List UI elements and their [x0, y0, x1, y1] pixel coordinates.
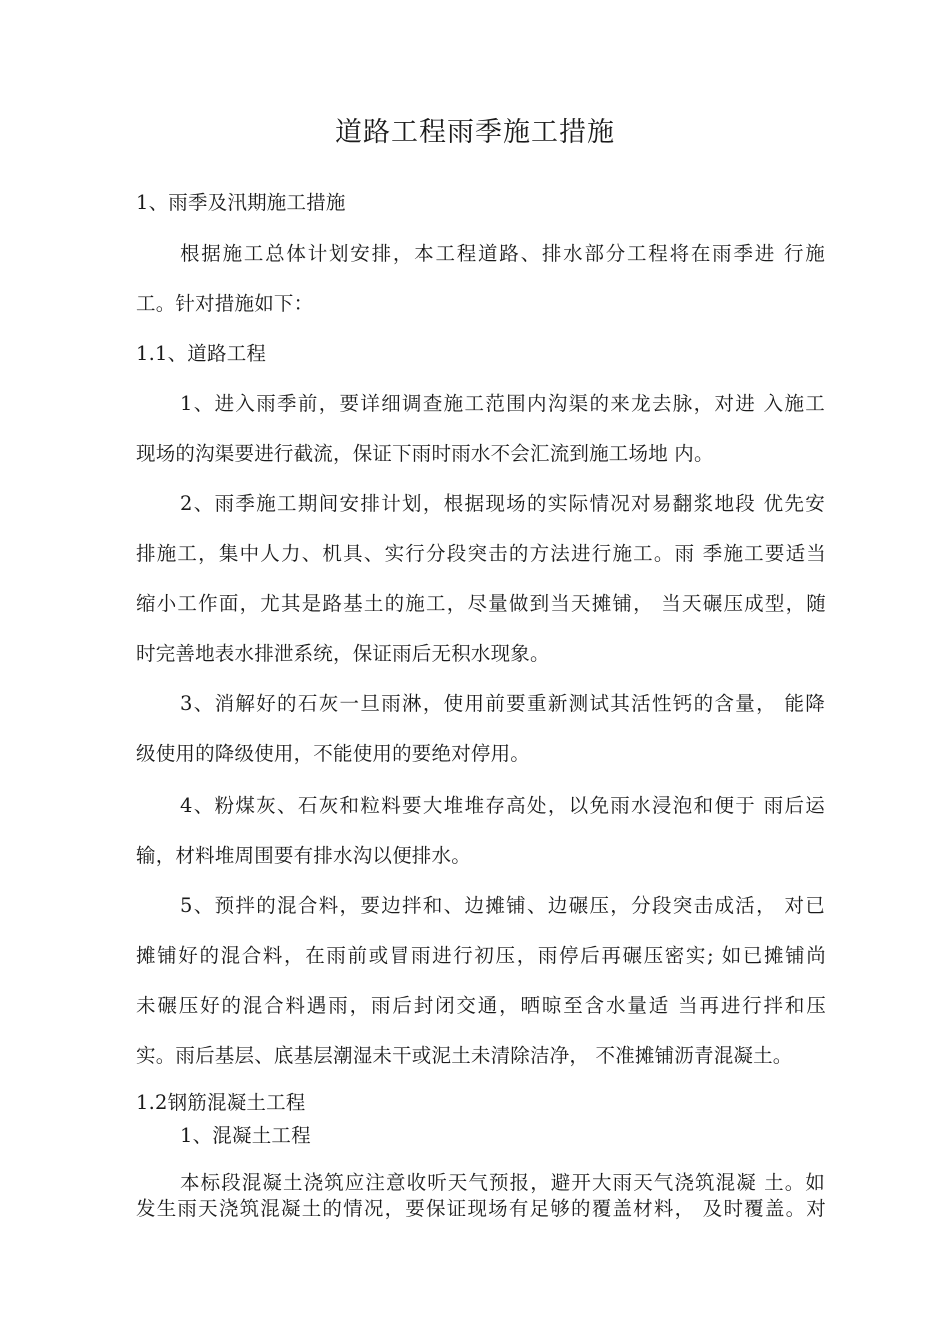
paragraph-line: 发生雨天浇筑混凝土的情况，要保证现场有足够的覆盖材料， 及时覆盖。对 — [136, 1197, 826, 1220]
paragraph-line: 排施工，集中人力、机具、实行分段突击的方法进行施工。雨 季施工要适当 — [136, 542, 826, 565]
paragraph-line: 根据施工总体计划安排，本工程道路、排水部分工程将在雨季进 行施 — [180, 242, 825, 265]
paragraph-line: 未碾压好的混合料遇雨，雨后封闭交通，晒晾至含水量适 当再进行拌和压 — [136, 994, 826, 1017]
paragraph-line: 3、消解好的石灰一旦雨淋，使用前要重新测试其活性钙的含量， 能降 — [180, 692, 825, 715]
paragraph-line: 缩小工作面，尤其是路基土的施工，尽量做到当天摊铺， 当天碾压成型，随 — [136, 592, 826, 615]
paragraph-line: 输，材料堆周围要有排水沟以便排水。 — [136, 844, 471, 867]
paragraph-line: 工。针对措施如下： — [136, 292, 314, 315]
paragraph-line: 摊铺好的混合料，在雨前或冒雨进行初压，雨停后再碾压密实; 如已摊铺尚 — [136, 944, 826, 967]
paragraph-line: 5、预拌的混合料，要边拌和、边摊铺、边碾压，分段突击成活， 对已 — [180, 894, 825, 917]
section-heading-1-2: 1.2钢筋混凝土工程 — [136, 1091, 306, 1114]
section-heading-1-1: 1.1、道路工程 — [136, 342, 267, 365]
paragraph-line: 实。雨后基层、底基层潮湿未干或泥土未清除洁净， 不准摊铺沥青混凝土。 — [136, 1044, 793, 1067]
paragraph-line: 现场的沟渠要进行截流，保证下雨时雨水不会汇流到施工场地 内。 — [136, 442, 714, 465]
paragraph-line: 1、进入雨季前，要详细调查施工范围内沟渠的来龙去脉，对进 入施工 — [180, 392, 825, 415]
subsection-heading: 1、混凝土工程 — [180, 1124, 311, 1147]
paragraph-line: 2、雨季施工期间安排计划，根据现场的实际情况对易翻浆地段 优先安 — [180, 492, 825, 515]
document-title: 道路工程雨季施工措施 — [335, 117, 615, 148]
section-heading-1: 1、雨季及汛期施工措施 — [136, 191, 346, 214]
paragraph-line: 4、粉煤灰、石灰和粒料要大堆堆存高处，以免雨水浸泡和便于 雨后运 — [180, 794, 825, 817]
paragraph-line: 本标段混凝土浇筑应注意收听天气预报，避开大雨天气浇筑混凝 土。如 — [180, 1171, 825, 1194]
paragraph-line: 级使用的降级使用，不能使用的要绝对停用。 — [136, 742, 531, 765]
paragraph-line: 时完善地表水排泄系统，保证雨后无积水现象。 — [136, 642, 550, 665]
